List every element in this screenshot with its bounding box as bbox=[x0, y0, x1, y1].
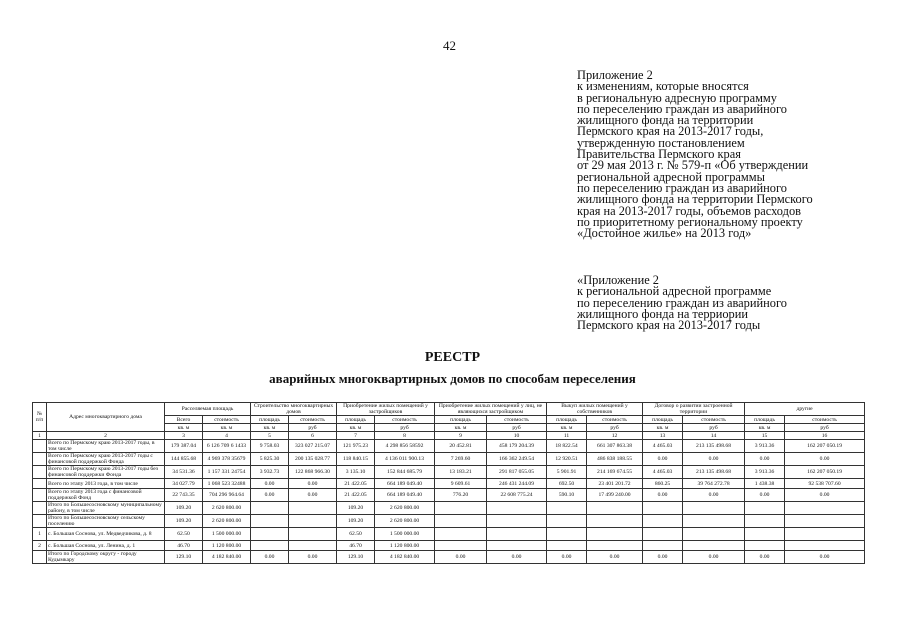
header-unit: кв. м bbox=[203, 424, 251, 432]
row-value: 109.20 bbox=[165, 515, 203, 528]
row-value: 62.50 bbox=[337, 528, 375, 541]
row-value: 323 027 215.07 bbox=[289, 440, 337, 453]
row-value bbox=[547, 515, 587, 528]
row-value bbox=[547, 502, 587, 515]
table-row bbox=[33, 453, 865, 466]
row-value: 2 620 800.00 bbox=[375, 515, 435, 528]
row-value: 0.00 bbox=[251, 489, 289, 502]
appendix-line: по переселению граждан из аварийного bbox=[577, 295, 787, 310]
row-address: с. Большая Соснова, ул. Ленина, д. 1 bbox=[47, 541, 165, 551]
registry-title: РЕЕСТР bbox=[424, 350, 481, 365]
col-number: 9 bbox=[435, 432, 487, 440]
row-address: Всего по Пермскому краю 2013-2017 годы, в том числе bbox=[47, 440, 165, 453]
row-value bbox=[251, 541, 289, 551]
row-address: Итого по Большесосновскому сельскому поселению bbox=[47, 515, 165, 528]
header-sub: стоимость bbox=[785, 416, 865, 424]
row-value bbox=[785, 502, 865, 515]
col-number: 2 bbox=[47, 432, 165, 440]
header-group: Договор о развитии застроенной территории bbox=[643, 403, 745, 416]
header-sub: площадь bbox=[547, 416, 587, 424]
header-sub: Всего bbox=[165, 416, 203, 424]
row-value: 0.00 bbox=[547, 551, 587, 564]
row-value bbox=[435, 515, 487, 528]
row-value: 144 855.68 bbox=[165, 453, 203, 466]
row-value bbox=[289, 515, 337, 528]
row-value: 3 932.73 bbox=[251, 466, 289, 479]
appendix-line: Пермского края на 2013-2017 годы bbox=[577, 318, 761, 333]
row-value bbox=[643, 515, 683, 528]
header-unit: кв. м bbox=[643, 424, 683, 432]
table-row bbox=[33, 541, 865, 551]
header-sub: площадь bbox=[745, 416, 785, 424]
header-sub: стоимость bbox=[683, 416, 745, 424]
row-value: 109.20 bbox=[337, 515, 375, 528]
table-row bbox=[33, 479, 865, 489]
row-num bbox=[33, 479, 47, 489]
row-value: 39 764 272.78 bbox=[683, 479, 745, 489]
row-value bbox=[435, 528, 487, 541]
row-value: 12 920.51 bbox=[547, 453, 587, 466]
table-colnum-row bbox=[33, 432, 865, 440]
row-value: 0.00 bbox=[643, 551, 683, 564]
row-value: 664 189 049.40 bbox=[375, 479, 435, 489]
row-value bbox=[289, 528, 337, 541]
col-number: 13 bbox=[643, 432, 683, 440]
row-value: 860.25 bbox=[643, 479, 683, 489]
row-value: 1 068 523 32488 bbox=[203, 479, 251, 489]
row-value: 0.00 bbox=[745, 489, 785, 502]
header-group: Выкуп жилых помещений у собственников bbox=[547, 403, 643, 416]
registry-subtitle: аварийных многоквартирных домов по способам переселения bbox=[269, 371, 636, 386]
row-value bbox=[683, 528, 745, 541]
row-value: 121 975.23 bbox=[337, 440, 375, 453]
row-value bbox=[289, 541, 337, 551]
appendix-line: утвержденную постановлением bbox=[577, 135, 745, 150]
header-group: Приобретение жилых помещений у застройщиков bbox=[337, 403, 435, 416]
row-value: 4 182 840.00 bbox=[375, 551, 435, 564]
row-num bbox=[33, 440, 47, 453]
header-unit: кв. м bbox=[435, 424, 487, 432]
row-value bbox=[785, 528, 865, 541]
row-value: 458 179 204.39 bbox=[487, 440, 547, 453]
row-value bbox=[643, 541, 683, 551]
row-value: 1 157 331 24754 bbox=[203, 466, 251, 479]
row-value: 214 169 674.55 bbox=[587, 466, 643, 479]
row-value: 0.00 bbox=[487, 551, 547, 564]
row-value: 5 825.30 bbox=[251, 453, 289, 466]
row-num: 2 bbox=[33, 541, 47, 551]
row-value: 246 431 244.09 bbox=[487, 479, 547, 489]
col-number: 6 bbox=[289, 432, 337, 440]
row-value: 20 452.81 bbox=[435, 440, 487, 453]
row-value: 7 269.60 bbox=[435, 453, 487, 466]
row-value bbox=[487, 528, 547, 541]
header-sub: площадь bbox=[643, 416, 683, 424]
appendix-line: края на 2013-2017 годы, объемов расходов bbox=[577, 203, 801, 218]
row-value bbox=[643, 528, 683, 541]
row-value: 0.00 bbox=[683, 551, 745, 564]
row-value: 5 901.91 bbox=[547, 466, 587, 479]
row-value: 2 620 800.00 bbox=[375, 502, 435, 515]
header-unit: кв. м bbox=[337, 424, 375, 432]
row-value: 4 969 378 35679 bbox=[203, 453, 251, 466]
row-value: 3 135.10 bbox=[337, 466, 375, 479]
table-row bbox=[33, 489, 865, 502]
page-number: 42 bbox=[443, 38, 456, 53]
header-unit: руб bbox=[587, 424, 643, 432]
row-num bbox=[33, 453, 47, 466]
row-address: Всего по Пермскому краю 2013-2017 годы с финансовой поддержкой Фонда bbox=[47, 453, 165, 466]
row-value: 0.00 bbox=[683, 453, 745, 466]
appendix-line: «Приложение 2 bbox=[577, 273, 659, 287]
appendix-line: в региональную адресную программу bbox=[577, 90, 777, 105]
row-value: 776.20 bbox=[435, 489, 487, 502]
header-group: другие bbox=[745, 403, 865, 416]
row-value: 4 465.03 bbox=[643, 440, 683, 453]
row-value: 9 609.61 bbox=[435, 479, 487, 489]
row-value bbox=[251, 502, 289, 515]
header-unit: кв. м bbox=[251, 424, 289, 432]
row-value bbox=[487, 515, 547, 528]
row-num bbox=[33, 502, 47, 515]
appendix-line: по переселению граждан из аварийного bbox=[577, 101, 787, 116]
header-sub: стоимость bbox=[203, 416, 251, 424]
appendix-line: жилищного фонда на территории bbox=[577, 113, 754, 128]
row-value: 0.00 bbox=[785, 489, 865, 502]
row-value: 1 500 000.00 bbox=[375, 528, 435, 541]
row-value: 109.20 bbox=[165, 502, 203, 515]
table-row bbox=[33, 466, 865, 479]
header-unit: руб bbox=[683, 424, 745, 432]
table-row bbox=[33, 528, 865, 541]
row-value bbox=[251, 515, 289, 528]
row-value bbox=[745, 502, 785, 515]
header-sub: стоимость bbox=[375, 416, 435, 424]
row-address: Всего по этапу 2013 года, в том числе bbox=[47, 479, 165, 489]
row-value bbox=[785, 541, 865, 551]
row-value bbox=[487, 541, 547, 551]
appendix-line: к региональной адресной программе bbox=[577, 284, 772, 299]
col-number: 4 bbox=[203, 432, 251, 440]
row-num bbox=[33, 489, 47, 502]
row-value: 4 465.03 bbox=[643, 466, 683, 479]
row-value bbox=[487, 502, 547, 515]
header-sub: стоимость bbox=[487, 416, 547, 424]
row-value bbox=[587, 541, 643, 551]
row-value: 0.00 bbox=[643, 489, 683, 502]
row-value: 1 120 800.00 bbox=[203, 541, 251, 551]
row-value: 22 608 775.24 bbox=[487, 489, 547, 502]
row-address: Всего по этапу 2013 года с финансовой поддержкой Фонд bbox=[47, 489, 165, 502]
row-value: 213 135 498.68 bbox=[683, 440, 745, 453]
row-value: 22 743.35 bbox=[165, 489, 203, 502]
row-num bbox=[33, 515, 47, 528]
row-value bbox=[547, 528, 587, 541]
header-unit: кв. м bbox=[165, 424, 203, 432]
header-address: Адрес многоквартирного дома bbox=[47, 403, 165, 432]
col-number: 14 bbox=[683, 432, 745, 440]
col-number: 1 bbox=[33, 432, 47, 440]
row-value: 122 868 966.30 bbox=[289, 466, 337, 479]
row-value: 9 758.03 bbox=[251, 440, 289, 453]
row-value bbox=[683, 502, 745, 515]
appendix-line: Правительства Пермского края bbox=[577, 147, 741, 162]
row-value: 166 362 249.54 bbox=[487, 453, 547, 466]
row-value: 21 422.05 bbox=[337, 479, 375, 489]
appendix-header-2 bbox=[577, 275, 897, 331]
row-value bbox=[435, 541, 487, 551]
row-value: 46.70 bbox=[337, 541, 375, 551]
table-row bbox=[33, 502, 865, 515]
header-unit: кв. м bbox=[547, 424, 587, 432]
header-unit: руб bbox=[375, 424, 435, 432]
row-value: 34 027.79 bbox=[165, 479, 203, 489]
row-value: 0.00 bbox=[683, 489, 745, 502]
row-value: 692.50 bbox=[547, 479, 587, 489]
table-row bbox=[33, 515, 865, 528]
row-value: 18 822.54 bbox=[547, 440, 587, 453]
row-value: 162 207 050.19 bbox=[785, 466, 865, 479]
row-value: 118 840.15 bbox=[337, 453, 375, 466]
row-value: 129.10 bbox=[165, 551, 203, 564]
appendix-line: к изменениям, которые вносятся bbox=[577, 79, 749, 94]
row-value: 704 296 964.64 bbox=[203, 489, 251, 502]
row-value: 291 817 055.05 bbox=[487, 466, 547, 479]
row-value bbox=[683, 541, 745, 551]
row-value: 1 500 000.00 bbox=[203, 528, 251, 541]
row-value: 0.00 bbox=[785, 453, 865, 466]
col-number: 15 bbox=[745, 432, 785, 440]
row-value: 0.00 bbox=[435, 551, 487, 564]
header-unit: руб bbox=[487, 424, 547, 432]
row-value bbox=[587, 528, 643, 541]
col-number: 8 bbox=[375, 432, 435, 440]
row-value: 664 189 049.40 bbox=[375, 489, 435, 502]
col-number: 11 bbox=[547, 432, 587, 440]
row-address: с. Большая Соснова, ул. Медведчикова, д. 8 bbox=[47, 528, 165, 541]
row-value bbox=[745, 541, 785, 551]
appendix-line: Приложение 2 bbox=[577, 68, 653, 82]
col-number: 12 bbox=[587, 432, 643, 440]
row-value: 2 620 800.00 bbox=[203, 502, 251, 515]
header-sub: площадь bbox=[251, 416, 289, 424]
row-value bbox=[683, 515, 745, 528]
row-value: 3 913.36 bbox=[745, 466, 785, 479]
row-value: 162 207 050.19 bbox=[785, 440, 865, 453]
row-value: 0.00 bbox=[587, 551, 643, 564]
row-value: 0.00 bbox=[745, 453, 785, 466]
row-value bbox=[251, 528, 289, 541]
row-value: 4 298 856 58592 bbox=[375, 440, 435, 453]
row-num: 1 bbox=[33, 528, 47, 541]
row-value: 4 136 011 900.13 bbox=[375, 453, 435, 466]
header-group: Строительство многоквартирных домов bbox=[251, 403, 337, 416]
table-header-row bbox=[33, 403, 865, 416]
appendix-line: жилищного фонда на терриории bbox=[577, 306, 749, 321]
row-value: 92 538 707.60 bbox=[785, 479, 865, 489]
row-value: 13 183.21 bbox=[435, 466, 487, 479]
row-value bbox=[745, 515, 785, 528]
row-address: Итого по Городскому округу - городу Кудымкару bbox=[47, 551, 165, 564]
header-unit: руб bbox=[289, 424, 337, 432]
row-value: 4 182 840.00 bbox=[203, 551, 251, 564]
header-group: Расселяемая площадь bbox=[165, 403, 251, 416]
row-value bbox=[587, 515, 643, 528]
row-value: 109.20 bbox=[337, 502, 375, 515]
row-value bbox=[547, 541, 587, 551]
header-sub: площадь bbox=[337, 416, 375, 424]
row-value: 0.00 bbox=[785, 551, 865, 564]
row-num bbox=[33, 466, 47, 479]
row-value: 34 531.36 bbox=[165, 466, 203, 479]
row-value: 486 838 188.55 bbox=[587, 453, 643, 466]
col-number: 5 bbox=[251, 432, 289, 440]
row-value: 1 438.38 bbox=[745, 479, 785, 489]
row-value: 3 913.36 bbox=[745, 440, 785, 453]
row-value: 21 422.05 bbox=[337, 489, 375, 502]
table-row bbox=[33, 551, 865, 564]
registry-table bbox=[32, 402, 865, 564]
row-value bbox=[587, 502, 643, 515]
row-value bbox=[785, 515, 865, 528]
row-address: Итого по Большесосновскому муниципальному району, в том числе bbox=[47, 502, 165, 515]
row-value: 46.70 bbox=[165, 541, 203, 551]
table-row bbox=[33, 440, 865, 453]
header-unit: руб bbox=[785, 424, 865, 432]
row-value: 1 120 800.00 bbox=[375, 541, 435, 551]
header-num: № п/п bbox=[33, 403, 47, 432]
row-address: Всего по Пермскому краю 2013-2017 годы без финансовой поддержки Фонда bbox=[47, 466, 165, 479]
row-value: 200 135 028.77 bbox=[289, 453, 337, 466]
header-sub: стоимость bbox=[289, 416, 337, 424]
row-value: 0.00 bbox=[289, 551, 337, 564]
appendix-line: по переселению граждан из аварийного bbox=[577, 180, 787, 195]
row-value: 0.00 bbox=[289, 479, 337, 489]
row-value: 17 499 240.00 bbox=[587, 489, 643, 502]
row-value: 0.00 bbox=[251, 479, 289, 489]
row-value: 661 307 863.38 bbox=[587, 440, 643, 453]
row-value: 62.50 bbox=[165, 528, 203, 541]
row-value bbox=[643, 502, 683, 515]
row-value: 23 401 201.72 bbox=[587, 479, 643, 489]
row-num bbox=[33, 551, 47, 564]
col-number: 7 bbox=[337, 432, 375, 440]
row-value: 152 844 685.79 bbox=[375, 466, 435, 479]
row-value: 0.00 bbox=[289, 489, 337, 502]
row-value bbox=[435, 502, 487, 515]
appendix-line: Пермского края на 2013-2017 годы, bbox=[577, 124, 764, 139]
row-value: 6 126 709 6 1433 bbox=[203, 440, 251, 453]
row-value: 590.10 bbox=[547, 489, 587, 502]
row-value bbox=[289, 502, 337, 515]
row-value bbox=[745, 528, 785, 541]
col-number: 10 bbox=[487, 432, 547, 440]
row-value: 2 620 800.00 bbox=[203, 515, 251, 528]
header-group: Приобретение жилых помещений у лиц, не являющихся застройщиком bbox=[435, 403, 547, 416]
row-value: 0.00 bbox=[643, 453, 683, 466]
appendix-line: региональной адресной программы bbox=[577, 169, 765, 184]
header-sub: стоимость bbox=[587, 416, 643, 424]
row-value: 0.00 bbox=[251, 551, 289, 564]
row-value: 179 387.04 bbox=[165, 440, 203, 453]
header-sub: площадь bbox=[435, 416, 487, 424]
appendix-line: по приоритетному региональному проекту bbox=[577, 214, 803, 229]
header-unit: кв. м bbox=[745, 424, 785, 432]
row-value: 213 135 498.68 bbox=[683, 466, 745, 479]
appendix-line: от 29 мая 2013 г. № 579-п «Об утверждении bbox=[577, 158, 809, 173]
appendix-line: «Достойное жилье» на 2013 год» bbox=[577, 226, 752, 241]
appendix-line: жилищного фонда на территории Пермского bbox=[577, 192, 813, 207]
row-value: 0.00 bbox=[745, 551, 785, 564]
appendix-header bbox=[577, 70, 897, 239]
col-number: 3 bbox=[165, 432, 203, 440]
row-value: 129.10 bbox=[337, 551, 375, 564]
col-number: 16 bbox=[785, 432, 865, 440]
